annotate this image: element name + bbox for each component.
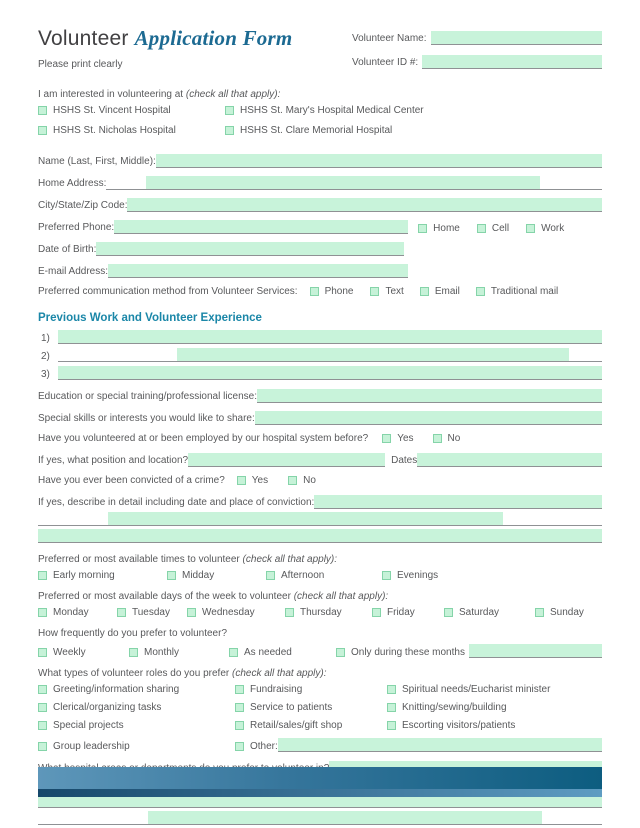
checkbox-role-escorting[interactable]: Escorting visitors/patients — [387, 720, 515, 731]
checkbox-day-monday[interactable]: Monday — [38, 607, 117, 618]
dates-input[interactable] — [417, 453, 602, 467]
title-italic: Application Form — [134, 26, 293, 50]
preferred-phone-input[interactable] — [114, 220, 408, 234]
checkbox-icon[interactable] — [310, 287, 319, 296]
checkbox-icon[interactable] — [535, 608, 544, 617]
checkbox-icon[interactable] — [38, 126, 47, 135]
checkbox-icon[interactable] — [235, 703, 244, 712]
checkbox-role-knitting[interactable]: Knitting/sewing/building — [387, 702, 507, 713]
name-input[interactable] — [156, 154, 602, 168]
crime-detail-continuation-2 — [38, 529, 602, 543]
checkbox-time-afternoon[interactable]: Afternoon — [266, 570, 382, 581]
hospital-options-row-2 — [38, 125, 602, 136]
times-options-row — [38, 570, 602, 581]
email-row — [38, 264, 602, 278]
checkbox-icon[interactable] — [370, 287, 379, 296]
education-label: Education or special training/professional license: — [38, 391, 258, 402]
checkbox-icon[interactable] — [382, 434, 391, 443]
checkbox-icon[interactable] — [235, 742, 244, 751]
date-of-birth-label: Date of Birth: — [38, 244, 97, 255]
checkbox-role-other[interactable]: Other: — [235, 741, 278, 752]
checkbox-icon[interactable] — [38, 106, 47, 115]
checkbox-day-sunday[interactable]: Sunday — [535, 607, 584, 618]
employed-before-label: Have you volunteered at or been employed by our hospital system before? — [38, 433, 369, 444]
crime-detail-continuation-1 — [38, 512, 602, 526]
name-row — [38, 154, 602, 168]
checkbox-day-saturday[interactable]: Saturday — [444, 607, 535, 618]
checkbox-icon[interactable] — [235, 721, 244, 730]
city-state-zip-label: City/State/Zip Code: — [38, 200, 128, 211]
position-label: If yes, what position and location? — [38, 455, 189, 466]
checkbox-icon[interactable] — [418, 224, 427, 233]
checkbox-icon[interactable] — [167, 571, 176, 580]
checkbox-icon[interactable] — [38, 721, 47, 730]
checkbox-icon[interactable] — [526, 224, 535, 233]
checkbox-role-clerical[interactable]: Clerical/organizing tasks — [38, 702, 235, 713]
checkbox-icon[interactable] — [38, 703, 47, 712]
communication-method-label: Preferred communication method from Volunteer Services: — [38, 286, 298, 297]
checkbox-employed-no[interactable]: No — [433, 433, 461, 444]
departments-continuation-3 — [38, 811, 602, 825]
checkbox-freq-monthly[interactable]: Monthly — [129, 647, 229, 658]
checkbox-icon[interactable] — [235, 685, 244, 694]
volunteer-id-row — [352, 55, 602, 69]
times-question: Preferred or most available times to volunteer (check all that apply): — [38, 554, 338, 565]
checkbox-role-retail[interactable]: Retail/sales/gift shop — [235, 720, 387, 731]
crime-detail-input-3[interactable] — [38, 529, 602, 543]
home-address-input[interactable] — [106, 176, 602, 190]
days-options-row — [38, 607, 602, 618]
checkbox-role-greeting[interactable]: Greeting/information sharing — [38, 684, 235, 695]
date-of-birth-input[interactable] — [96, 242, 404, 256]
crime-question-row — [38, 475, 602, 486]
checkbox-st-marys[interactable]: HSHS St. Mary's Hospital Medical Center — [225, 105, 424, 116]
crime-question-label: Have you ever been convicted of a crime? — [38, 475, 225, 486]
checkbox-icon[interactable] — [38, 608, 47, 617]
checkbox-icon[interactable] — [336, 648, 345, 657]
checkbox-freq-as-needed[interactable]: As needed — [229, 647, 336, 658]
checkbox-crime-no[interactable]: No — [288, 475, 316, 486]
education-input[interactable] — [257, 389, 602, 403]
checkbox-day-tuesday[interactable]: Tuesday — [117, 607, 187, 618]
checkbox-role-service-patients[interactable]: Service to patients — [235, 702, 387, 713]
email-input[interactable] — [108, 264, 408, 278]
checkbox-st-nicholas[interactable]: HSHS St. Nicholas Hospital — [38, 125, 225, 136]
frequency-options-row — [38, 644, 602, 658]
checkbox-crime-yes[interactable]: Yes — [237, 475, 268, 486]
checkbox-icon[interactable] — [420, 287, 429, 296]
email-label: E-mail Address: — [38, 266, 109, 277]
communication-method-row — [38, 286, 602, 297]
checkbox-icon[interactable] — [237, 476, 246, 485]
checkbox-comm-traditional-mail[interactable]: Traditional mail — [476, 286, 558, 297]
checkbox-comm-phone[interactable]: Phone — [310, 286, 354, 297]
checkbox-icon[interactable] — [477, 224, 486, 233]
checkbox-icon[interactable] — [382, 571, 391, 580]
checkbox-icon[interactable] — [433, 434, 442, 443]
checkbox-st-clare[interactable]: HSHS St. Clare Memorial Hospital — [225, 125, 392, 136]
form-header — [38, 26, 602, 79]
section-heading-experience: Previous Work and Volunteer Experience — [38, 312, 262, 324]
crime-detail-label: If yes, describe in detail including date and place of conviction: — [38, 497, 315, 508]
checkbox-icon[interactable] — [372, 608, 381, 617]
experience-input-2[interactable] — [58, 348, 602, 362]
hospital-options-row-1 — [38, 105, 602, 116]
checkbox-role-group-leadership[interactable]: Group leadership — [38, 741, 235, 752]
preferred-phone-row — [38, 220, 602, 234]
checkbox-time-evenings[interactable]: Evenings — [382, 570, 438, 581]
home-address-label: Home Address: — [38, 178, 107, 189]
crime-detail-input-2[interactable] — [38, 512, 602, 526]
roles-question: What types of volunteer roles do you prefer (check all that apply): — [38, 668, 327, 679]
employed-before-row — [38, 433, 602, 444]
checkbox-day-thursday[interactable]: Thursday — [285, 607, 372, 618]
roles-row-3 — [38, 720, 602, 731]
date-of-birth-row — [38, 242, 602, 256]
roles-row-1 — [38, 684, 602, 695]
volunteer-name-input[interactable] — [431, 31, 603, 45]
checkbox-employed-yes[interactable]: Yes — [382, 433, 413, 444]
checkbox-icon[interactable] — [288, 476, 297, 485]
checkbox-icon[interactable] — [38, 685, 47, 694]
frequency-question: How frequently do you prefer to volunteer? — [38, 628, 227, 639]
position-row — [38, 453, 602, 467]
volunteer-id-label: Volunteer ID #: — [352, 57, 419, 68]
roles-row-4 — [38, 738, 602, 752]
checkbox-day-friday[interactable]: Friday — [372, 607, 444, 618]
checkbox-icon[interactable] — [387, 685, 396, 694]
checkbox-comm-email[interactable]: Email — [420, 286, 460, 297]
checkbox-icon[interactable] — [285, 608, 294, 617]
departments-input-4[interactable] — [38, 811, 602, 825]
checkbox-st-vincent[interactable]: HSHS St. Vincent Hospital — [38, 105, 225, 116]
checkbox-icon[interactable] — [129, 648, 138, 657]
home-address-row — [38, 176, 602, 190]
checkbox-icon[interactable] — [387, 703, 396, 712]
checkbox-icon[interactable] — [38, 742, 47, 751]
title-regular: Volunteer — [38, 27, 129, 50]
experience-input-3[interactable] — [58, 366, 602, 380]
dates-label: Dates — [391, 455, 418, 466]
checkbox-icon[interactable] — [225, 126, 234, 135]
volunteer-name-label: Volunteer Name: — [352, 33, 427, 44]
interest-question-italic: (check all that apply): — [185, 89, 281, 100]
only-months-input[interactable] — [469, 644, 602, 658]
preferred-phone-label: Preferred Phone: — [38, 222, 115, 233]
crime-detail-row — [38, 495, 602, 509]
skills-input[interactable] — [255, 411, 602, 425]
checkbox-icon[interactable] — [229, 648, 238, 657]
checkbox-phone-work[interactable]: Work — [526, 223, 564, 234]
checkbox-comm-text[interactable]: Text — [370, 286, 403, 297]
checkbox-phone-home[interactable]: Home — [418, 223, 460, 234]
city-state-zip-row — [38, 198, 602, 212]
volunteer-name-row — [352, 31, 602, 45]
footer-banner — [38, 767, 602, 797]
skills-row — [38, 411, 602, 425]
checkbox-time-early-morning[interactable]: Early morning — [38, 570, 167, 581]
name-label: Name (Last, First, Middle): — [38, 156, 156, 167]
checkbox-icon[interactable] — [476, 287, 485, 296]
checkbox-icon[interactable] — [444, 608, 453, 617]
experience-input-1[interactable] — [58, 330, 602, 344]
checkbox-phone-cell[interactable]: Cell — [477, 223, 509, 234]
footer-banner-gradient-bottom — [38, 789, 602, 797]
experience-line-3: 3) — [38, 366, 602, 380]
checkbox-freq-only-months[interactable]: Only during these months — [336, 647, 465, 658]
education-row — [38, 389, 602, 403]
checkbox-icon[interactable] — [187, 608, 196, 617]
header-fields — [352, 26, 602, 79]
interest-question: I am interested in volunteering at (check all that apply): — [38, 89, 281, 100]
checkbox-role-special-projects[interactable]: Special projects — [38, 720, 235, 731]
roles-row-2 — [38, 702, 602, 713]
checkbox-icon[interactable] — [225, 106, 234, 115]
checkbox-freq-weekly[interactable]: Weekly — [38, 647, 129, 658]
checkbox-icon[interactable] — [117, 608, 126, 617]
crime-detail-input[interactable] — [314, 495, 602, 509]
print-clearly-note: Please print clearly — [38, 59, 123, 70]
city-state-zip-input[interactable] — [127, 198, 602, 212]
header-left — [38, 26, 292, 79]
role-other-input[interactable] — [278, 738, 602, 752]
experience-line-1: 1) — [38, 330, 602, 344]
days-question: Preferred or most available days of the week to volunteer (check all that apply): — [38, 591, 389, 602]
checkbox-time-midday[interactable]: Midday — [167, 570, 266, 581]
position-input[interactable] — [188, 453, 385, 467]
checkbox-icon[interactable] — [38, 648, 47, 657]
checkbox-icon[interactable] — [387, 721, 396, 730]
checkbox-icon[interactable] — [266, 571, 275, 580]
checkbox-role-spiritual[interactable]: Spiritual needs/Eucharist minister — [387, 684, 550, 695]
volunteer-id-input[interactable] — [422, 55, 602, 69]
experience-line-2: 2) — [38, 348, 602, 362]
page-title — [38, 26, 292, 51]
checkbox-role-fundraising[interactable]: Fundraising — [235, 684, 387, 695]
footer-banner-gradient-top — [38, 767, 602, 789]
checkbox-icon[interactable] — [38, 571, 47, 580]
checkbox-day-wednesday[interactable]: Wednesday — [187, 607, 285, 618]
skills-label: Special skills or interests you would like to share: — [38, 413, 255, 424]
